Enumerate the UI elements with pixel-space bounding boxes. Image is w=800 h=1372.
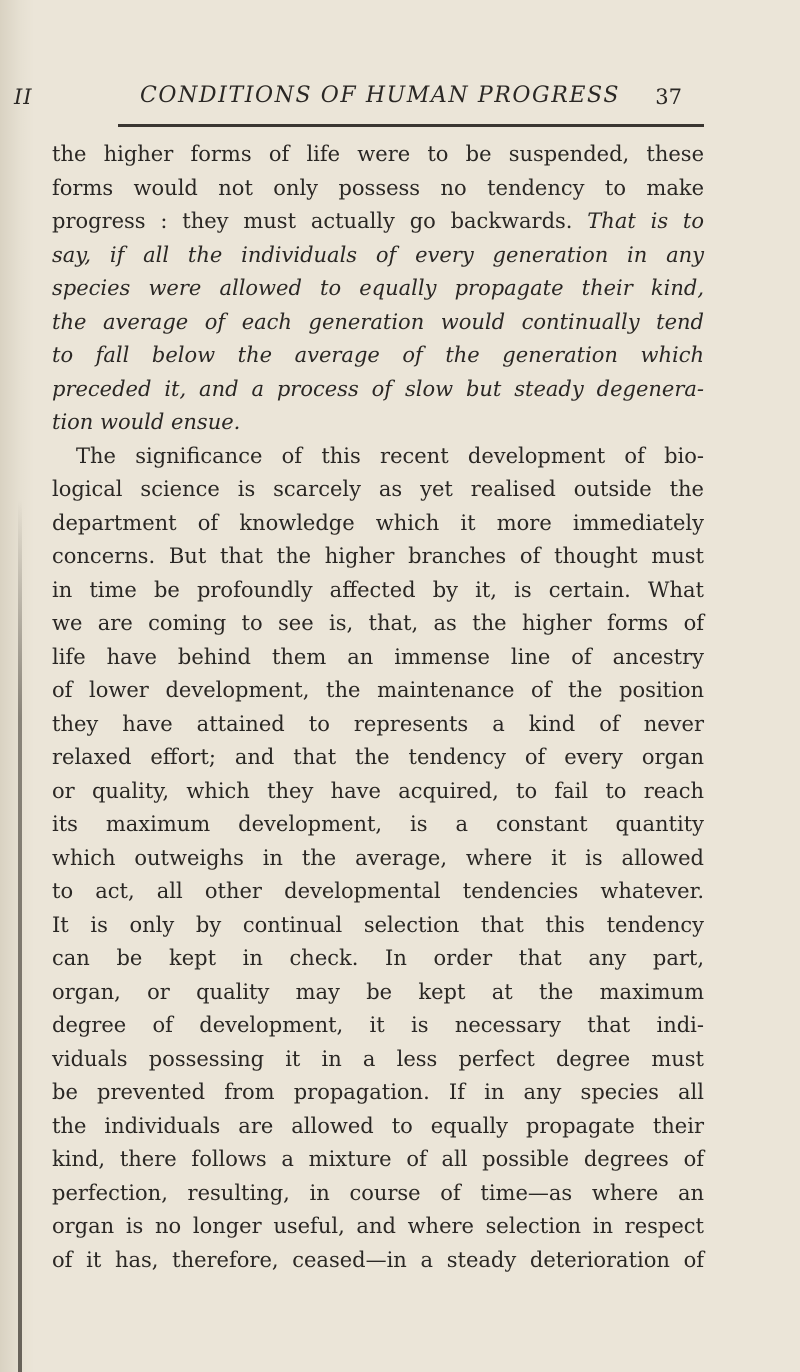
text-line: the individuals are allowed to equally propagate their: [52, 1113, 704, 1138]
text-line: life have behind them an immense line of ancestry: [52, 644, 704, 669]
text-line: the average of each generation would continually tend: [52, 309, 704, 334]
header-rule: [118, 124, 704, 127]
text-line: relaxed effort; and that the tendency of every organ: [52, 745, 704, 769]
text-line: to act, all other developmental tendencies whatever.: [52, 879, 704, 903]
text-line: of lower development, the maintenance of the position: [52, 678, 704, 702]
text-line: forms would not only possess no tendency to make: [52, 175, 704, 200]
running-head: CONDITIONS OF HUMAN PROGRESS: [140, 83, 620, 108]
text-line: to fall below the average of the generation which: [52, 343, 704, 367]
text-line: logical science is scarcely as yet realised outside the: [52, 477, 704, 501]
text-line: It is only by continual selection that this tendency: [52, 912, 704, 937]
text-line: of it has, therefore, ceased—in a steady deterioration of: [52, 1247, 704, 1272]
text-line: viduals possessing it in a less perfect degree must: [52, 1046, 704, 1071]
text-line: we are coming to see is, that, as the higher forms of: [52, 611, 704, 635]
text-line: tion would ensue.: [52, 410, 241, 434]
text-line: which outweighs in the average, where it is allowed: [52, 845, 704, 870]
text-line: preceded it, and a process of slow but steady degenera-: [52, 376, 704, 401]
text-line: progress : they must actually go backwards. That is to: [52, 209, 704, 233]
page-number: 37: [655, 85, 682, 109]
text-line: department of knowledge which it more immediately: [52, 510, 704, 535]
text-line: in time be profoundly affected by it, is certain. What: [52, 577, 704, 602]
text-line: say, if all the individuals of every generation in any: [52, 242, 704, 267]
text-line: The significance of this recent development of bio-: [76, 443, 704, 468]
text-line: be prevented from propagation. If in any species all: [52, 1080, 704, 1104]
text-line: can be kept in check. In order that any part,: [52, 946, 704, 970]
text-line: organ, or quality may be kept at the maximum: [52, 979, 704, 1004]
body-text: [52, 138, 704, 1277]
text-line: organ is no longer useful, and where selection in respect: [52, 1214, 704, 1238]
text-line: species were allowed to equally propagate their kind,: [52, 276, 704, 300]
text-line: or quality, which they have acquired, to fail to reach: [52, 778, 704, 803]
chapter-number: II: [14, 85, 33, 109]
text-line: kind, there follows a mixture of all possible degrees of: [52, 1147, 704, 1171]
page-header: [0, 83, 800, 113]
text-line: they have attained to represents a kind of never: [52, 711, 704, 736]
text-line: degree of development, it is necessary that indi-: [52, 1013, 704, 1037]
page-gutter-shadow: [0, 0, 34, 1372]
text-line: its maximum development, is a constant quantity: [52, 812, 704, 836]
text-line: concerns. But that the higher branches of thought must: [52, 544, 704, 568]
text-line: the higher forms of life were to be suspended, these: [52, 142, 704, 166]
binding-edge: [18, 500, 22, 1372]
text-line: perfection, resulting, in course of time—as where an: [52, 1180, 704, 1205]
